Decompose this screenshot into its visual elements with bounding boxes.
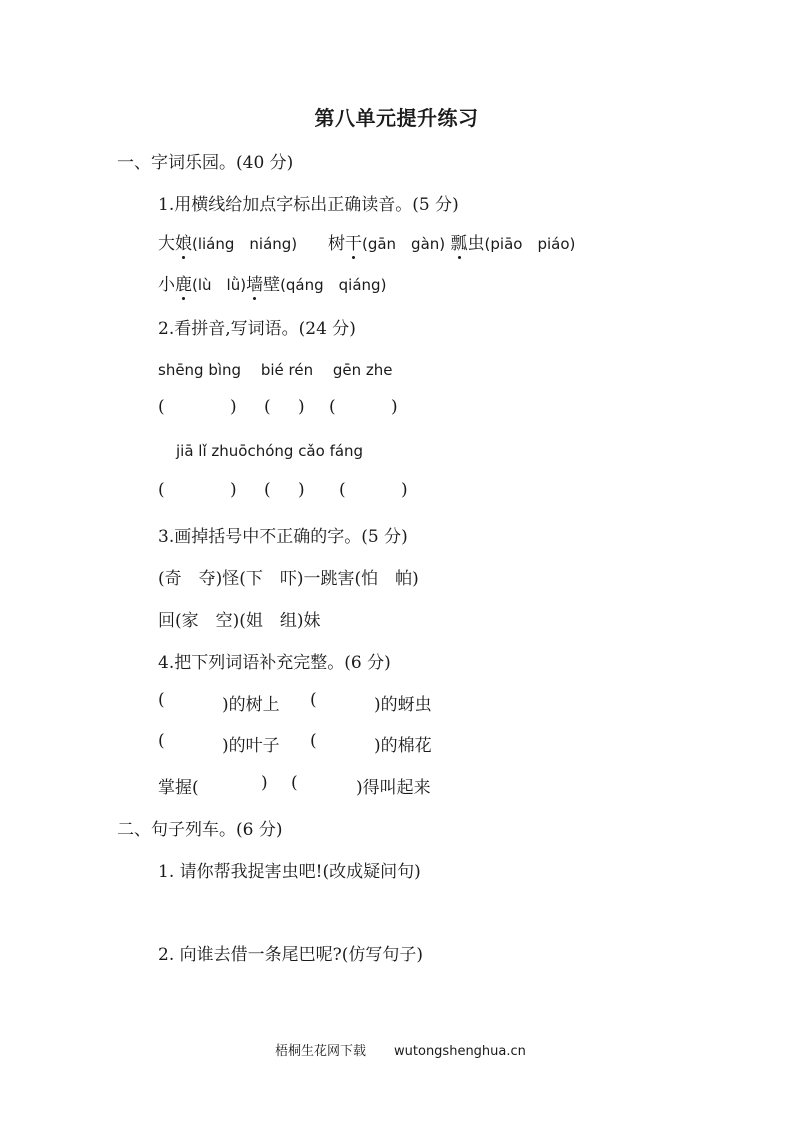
- q4-word: )的树上: [222, 695, 280, 715]
- answer-blank-open: (: [329, 397, 336, 417]
- q4-blank-open: (: [158, 731, 165, 751]
- answer-blank-open: (: [264, 480, 271, 500]
- q4-word: )得叫起来: [356, 778, 431, 798]
- q4-blank-open: (: [310, 731, 317, 751]
- answer-blank-close: ): [298, 480, 305, 500]
- section-1-heading: 一、字词乐园。(40 分): [117, 153, 294, 173]
- q4-blank-close: ): [261, 773, 268, 793]
- footer: [275, 1040, 526, 1059]
- answer-blank-close: ): [230, 480, 237, 500]
- q2-pinyin-row-1: shēng bìng bié rén gēn zhe: [158, 361, 393, 379]
- q4-blank-open: (: [158, 690, 165, 710]
- q2-prompt: 2.看拼音,写词语。(24 分): [158, 319, 356, 339]
- q1-item: 墙壁(qáng qiáng): [246, 275, 386, 295]
- q1-item: 树干(gān gàn): [328, 234, 445, 254]
- q1-row-2: [158, 270, 386, 295]
- answer-blank-open: (: [339, 480, 346, 500]
- q4-word: )的蚜虫: [374, 695, 432, 715]
- q4-word: )的叶子: [222, 736, 280, 756]
- q1-item: 瓢虫(piāo piáo): [451, 234, 576, 254]
- q4-word: )的棉花: [374, 736, 432, 756]
- answer-blank-close: ): [230, 397, 237, 417]
- q4-row-3: [158, 773, 458, 798]
- q2-blanks-row-1: [158, 397, 418, 419]
- q4-blank-open: (: [291, 773, 298, 793]
- answer-blank-open: (: [264, 397, 271, 417]
- q4-blank-open: (: [310, 690, 317, 710]
- answer-blank-close: ): [391, 397, 398, 417]
- q4-row-2: [158, 731, 458, 756]
- q3-line-2: 回(家 空)(姐 组)妹: [158, 611, 321, 631]
- q4-row-1: [158, 690, 458, 715]
- answer-blank-open: (: [158, 397, 165, 417]
- q1-row-1: [158, 229, 575, 254]
- footer-site-url[interactable]: wutongshenghua.cn: [394, 1044, 526, 1059]
- q1-prompt: 1.用横线给加点字标出正确读音。(5 分): [158, 195, 459, 215]
- footer-site-name: 梧桐生花网下载: [275, 1044, 367, 1059]
- s2-q2: 2. 向谁去借一条尾巴呢?(仿写句子): [158, 945, 424, 965]
- q1-item: 大娘(liáng niáng): [158, 234, 297, 254]
- answer-blank-close: ): [401, 480, 408, 500]
- s2-q1: 1. 请你帮我捉害虫吧!(改成疑问句): [158, 862, 421, 882]
- q3-line-1: (奇 夺)怪(下 吓)一跳害(怕 帕): [158, 569, 419, 589]
- section-2-heading: 二、句子列车。(6 分): [117, 820, 283, 840]
- q2-blanks-row-2: [158, 480, 418, 502]
- q3-prompt: 3.画掉括号中不正确的字。(5 分): [158, 527, 408, 547]
- q4-word: 掌握(: [158, 778, 199, 798]
- answer-blank-open: (: [158, 480, 165, 500]
- q2-pinyin-row-2: jiā lǐ zhuōchóng cǎo fáng: [176, 442, 364, 460]
- q4-prompt: 4.把下列词语补充完整。(6 分): [158, 653, 391, 673]
- answer-blank-close: ): [298, 397, 305, 417]
- q1-item: 小鹿(lù lǜ): [158, 275, 246, 295]
- page-title: 第八单元提升练习: [314, 106, 479, 130]
